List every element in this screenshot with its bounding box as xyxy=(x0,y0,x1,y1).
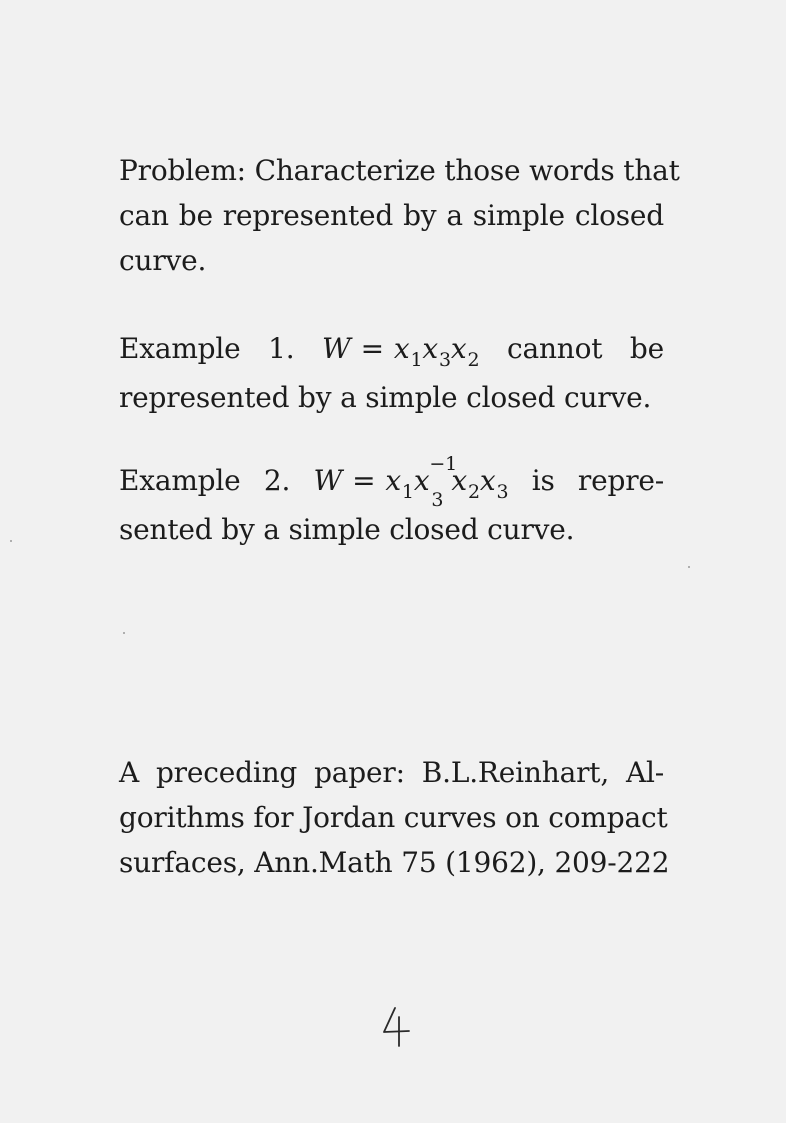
problem-line-3: curve. xyxy=(119,244,207,277)
handwritten-four-glyph xyxy=(377,1002,417,1052)
formula-x1: x xyxy=(393,332,410,365)
formula-x3: x xyxy=(422,332,438,365)
formula-w: W xyxy=(322,332,351,365)
example-2-tail: is repre- xyxy=(531,464,665,497)
formula-x3-inverse-subscript: 3 xyxy=(431,489,444,511)
scan-speck xyxy=(688,566,690,568)
formula-x3-inverse: x xyxy=(413,464,430,497)
formula-x3: x xyxy=(479,464,496,497)
formula-x1-subscript: 1 xyxy=(401,481,414,503)
example-1-line-2: represented by a simple closed curve. xyxy=(119,381,652,414)
problem-statement xyxy=(119,148,680,283)
preceding-line-3: surfaces, Ann.Math 75 (1962), 209-222 xyxy=(119,846,670,879)
example-1-tail: cannot be xyxy=(506,332,665,365)
formula-equals: = xyxy=(360,332,384,365)
formula-equals: = xyxy=(352,464,376,497)
formula-w: W xyxy=(313,464,343,497)
formula-x3-subscript: 3 xyxy=(496,481,509,503)
example-1 xyxy=(119,326,664,420)
example-2-label: Example 2. xyxy=(119,464,291,497)
formula-x2: x xyxy=(451,464,467,497)
example-2-line-2: sented by a simple closed curve. xyxy=(119,513,575,546)
example-1-label: Example 1. xyxy=(119,332,295,365)
example-1-line-1 xyxy=(119,326,664,375)
handwritten-page-number xyxy=(377,1002,417,1052)
scan-speck xyxy=(123,632,125,634)
formula-x2: x xyxy=(450,332,467,365)
example-2-formula xyxy=(313,453,509,511)
formula-x2-subscript: 2 xyxy=(468,481,480,503)
formula-x3-inverse-scripts xyxy=(429,453,458,511)
preceding-line-2: gorithms for Jordan curves on compact xyxy=(119,801,668,834)
example-1-formula xyxy=(322,332,480,371)
preceding-paper-reference xyxy=(119,750,670,885)
formula-x3-subscript: 3 xyxy=(438,349,451,371)
example-2 xyxy=(119,453,665,552)
formula-x1: x xyxy=(385,464,401,497)
formula-x3-inverse-superscript: −1 xyxy=(429,453,458,475)
formula-x1-subscript: 1 xyxy=(410,349,423,371)
problem-line-1: Problem: Characterize those words that xyxy=(119,154,680,187)
problem-line-2: can be represented by a simple closed xyxy=(119,199,664,232)
example-2-line-1 xyxy=(119,453,665,511)
scan-speck xyxy=(10,540,12,542)
formula-x2-subscript: 2 xyxy=(467,349,480,371)
preceding-line-1: A preceding paper: B.L.Reinhart, Al- xyxy=(119,756,664,789)
